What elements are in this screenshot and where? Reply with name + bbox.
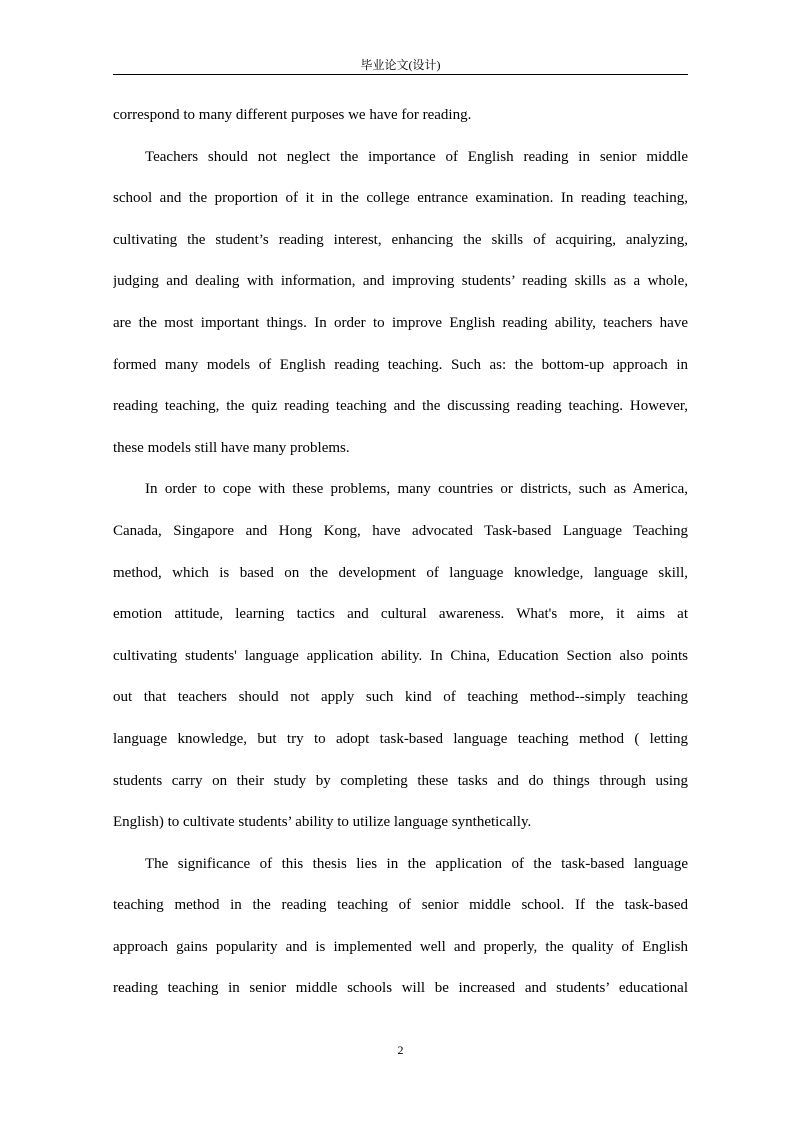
text-line: cultivating students' language application ability. In China, Education Section also points [113, 647, 688, 664]
text-line: out that teachers should not apply such kind of teaching method--simply teaching [113, 689, 688, 706]
text-line: English) to cultivate students’ ability to utilize language synthetically. [113, 814, 532, 831]
text-line: emotion attitude, learning tactics and cultural awareness. What's more, it aims at [113, 606, 688, 623]
text-line: are the most important things. In order to improve English reading ability, teachers have [113, 314, 688, 331]
text-line: students carry on their study by completing these tasks and do things through using [113, 772, 688, 789]
text-line: formed many models of English reading teaching. Such as: the bottom-up approach in [113, 356, 688, 373]
text-line: In order to cope with these problems, many countries or districts, such as America, [145, 481, 688, 498]
text-line: reading teaching, the quiz reading teaching and the discussing reading teaching. However, [113, 398, 688, 415]
text-line: approach gains popularity and is implemented well and properly, the quality of English [113, 938, 688, 955]
body-text [113, 95, 688, 1010]
text-line: these models still have many problems. [113, 439, 350, 456]
text-line: language knowledge, but try to adopt task-based language teaching method ( letting [113, 730, 688, 747]
page-number: 2 [397, 1043, 404, 1057]
text-line: Canada, Singapore and Hong Kong, have advocated Task-based Language Teaching [113, 522, 688, 539]
text-line: school and the proportion of it in the college entrance examination. In reading teaching, [113, 190, 688, 207]
text-line: reading teaching in senior middle schools will be increased and students’ educational [113, 980, 688, 997]
header-rule [113, 74, 688, 75]
text-line: teaching method in the reading teaching of senior middle school. If the task-based [113, 897, 688, 914]
page-header: 毕业论文(设计) [360, 58, 441, 72]
text-line: judging and dealing with information, and improving students’ reading skills as a whole, [113, 273, 688, 290]
text-line: cultivating the student’s reading interest, enhancing the skills of acquiring, analyzing, [113, 231, 688, 248]
text-line: method, which is based on the development of language knowledge, language skill, [113, 564, 688, 581]
text-line: correspond to many different purposes we have for reading. [113, 107, 472, 123]
text-line: Teachers should not neglect the importance of English reading in senior middle [145, 148, 688, 165]
text-line: The significance of this thesis lies in the application of the task-based language [145, 855, 688, 872]
